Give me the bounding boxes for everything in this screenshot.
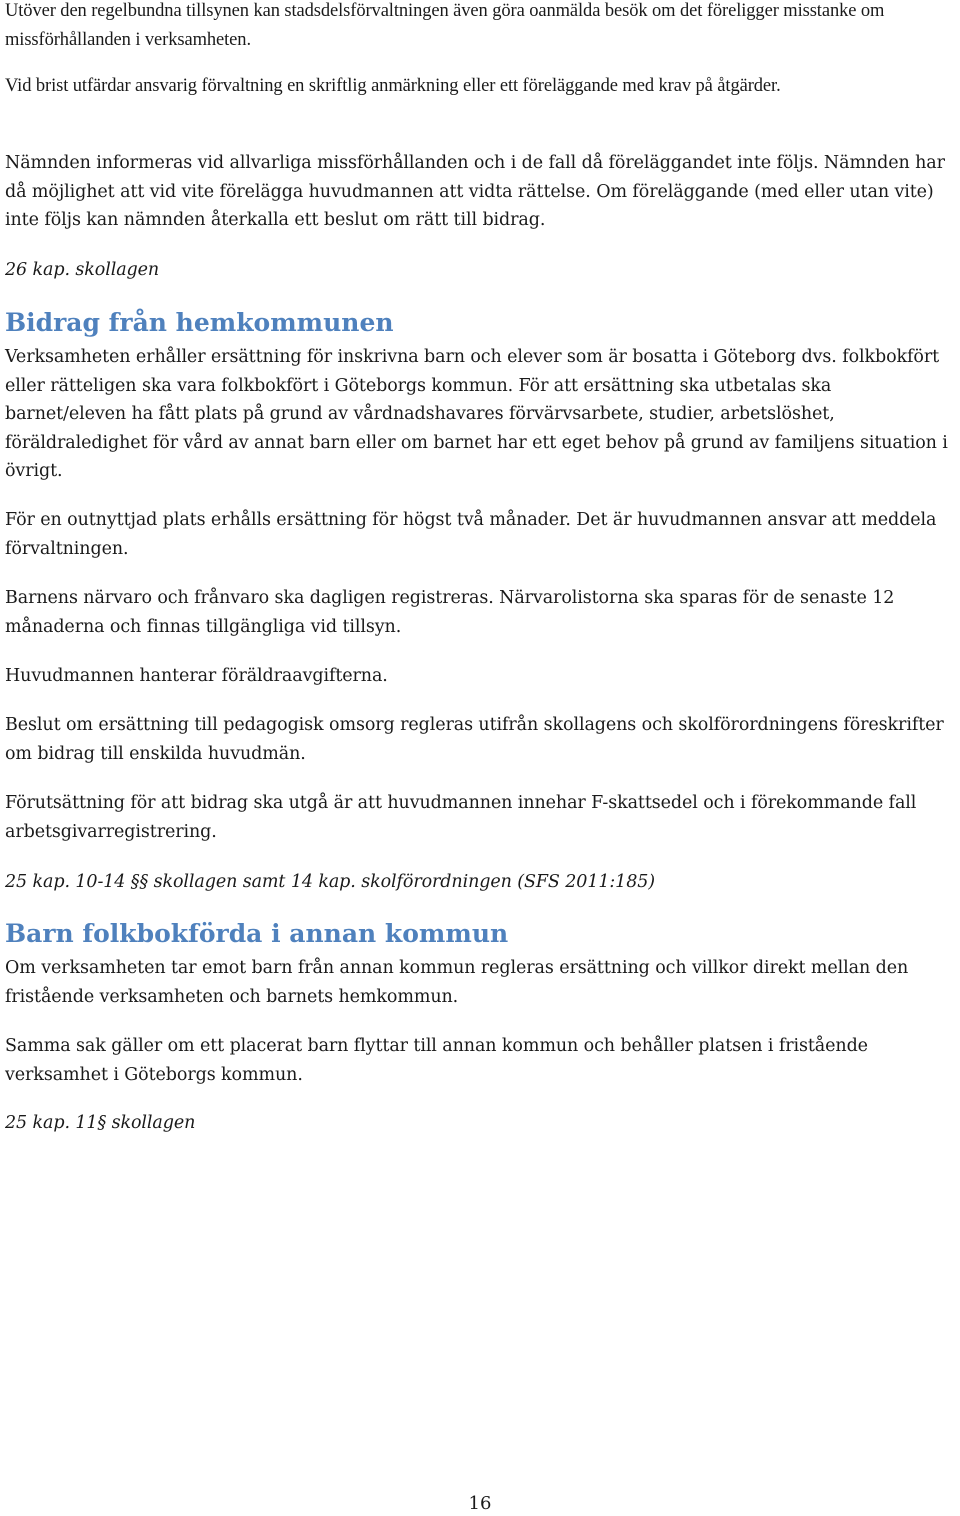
bidrag-legal-reference: 25 kap. 10-14 §§ skollagen samt 14 kap. skolförordningen (SFS 2011:185) bbox=[5, 872, 656, 892]
section-heading-bidrag: Bidrag från hemkommunen bbox=[5, 308, 394, 337]
bidrag-paragraph-3: Barnens närvaro och frånvaro ska dagligen registreras. Närvarolistorna ska sparas för de senaste 12 månaderna och finnas tillgängliga vid tillsyn. bbox=[5, 588, 895, 637]
bidrag-paragraph-4: Huvudmannen hanterar föräldraavgifterna. bbox=[5, 666, 388, 686]
page-number: 16 bbox=[468, 1493, 492, 1514]
bidrag-paragraph-2: För en outnyttjad plats erhålls ersättning för högst två månader. Det är huvudmannen ansvar att meddela förvaltningen. bbox=[5, 510, 937, 559]
annan-kommun-paragraph-1: Om verksamheten tar emot barn från annan kommun regleras ersättning och villkor direkt mellan den fristående verksamheten och barnets hemkommun. bbox=[5, 958, 909, 1007]
section-heading-annan-kommun: Barn folkbokförda i annan kommun bbox=[5, 919, 509, 948]
intro-paragraph-2: Vid brist utfärdar ansvarig förvaltning en skriftlig anmärkning eller ett föreläggande med krav på åtgärder. bbox=[5, 76, 781, 96]
bidrag-paragraph-6: Förutsättning för att bidrag ska utgå är att huvudmannen innehar F-skattsedel och i förekommande fall arbetsgivarregistrering. bbox=[5, 793, 917, 842]
intro-paragraph-3: Nämnden informeras vid allvarliga missförhållanden och i de fall då föreläggandet inte följs. Nämnden har då möjlighet att vid vite förelägga huvudmannen att vidta rättelse. Om föreläggande (med eller utan vite) inte följs kan nämnden återkalla ett beslut om rätt till bidrag. bbox=[5, 153, 945, 230]
annan-kommun-legal-reference: 25 kap. 11§ skollagen bbox=[5, 1113, 196, 1133]
bidrag-paragraph-1: Verksamheten erhåller ersättning för inskrivna barn och elever som är bosatta i Göteborg dvs. folkbokfört eller rätteligen ska vara folkbokfört i Göteborgs kommun. För att ersättning ska utbetalas ska barnet/eleven ha fått plats på grund av vårdnadshavares förvärvsarbete, studier, arbetslöshet, föräldraledighet för vård av annat barn eller om barnet har ett eget behov på grund av familjens situation i övrigt. bbox=[5, 347, 948, 481]
intro-legal-reference: 26 kap. skollagen bbox=[5, 260, 160, 280]
intro-paragraph-1: Utöver den regelbundna tillsynen kan stadsdelsförvaltningen även göra oanmälda besök om det föreligger misstanke om missförhållanden i verksamheten. bbox=[5, 1, 885, 50]
bidrag-paragraph-5: Beslut om ersättning till pedagogisk omsorg regleras utifrån skollagens och skolförordningens föreskrifter om bidrag till enskilda huvudmän. bbox=[5, 715, 944, 764]
annan-kommun-paragraph-2: Samma sak gäller om ett placerat barn flyttar till annan kommun och behåller platsen i fristående verksamhet i Göteborgs kommun. bbox=[5, 1036, 868, 1085]
